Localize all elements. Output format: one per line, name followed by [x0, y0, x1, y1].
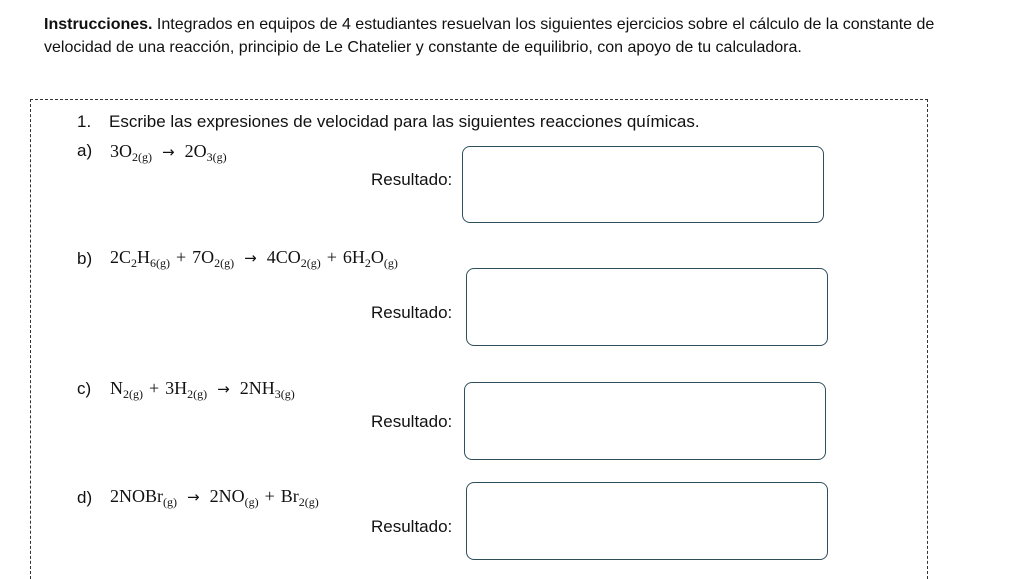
answer-box-a[interactable] — [462, 146, 824, 223]
formula-subscript: 3(g) — [274, 387, 295, 401]
formula-term: 2NO — [209, 486, 245, 506]
formula-subscript: 2(g) — [132, 150, 152, 164]
answer-box-c[interactable] — [464, 382, 826, 460]
formula-term: O — [370, 247, 384, 267]
formula-subscript: 2 — [364, 256, 371, 270]
formula-subscript: 2(g) — [214, 256, 235, 270]
formula-subscript: (g) — [163, 495, 177, 509]
item-c-label: c) — [77, 379, 92, 398]
reaction-arrow: → — [162, 143, 175, 161]
instructions-label: Instrucciones. — [44, 16, 153, 33]
formula-term: 3O — [110, 141, 132, 161]
result-label-c: Resultado: — [371, 412, 453, 431]
plus-sign: + — [149, 378, 160, 398]
result-label-d: Resultado: — [371, 517, 453, 536]
formula-subscript: 2(g) — [187, 387, 208, 401]
instructions-text: Integrados en equipos de 4 estudiantes resuelvan los siguientes ejercicios sobre el cálculo de la constante de velocidad de una reacción, principio de Le Chatelier y constante de equilibrio, con apoyo de tu calculadora. — [44, 16, 935, 56]
equation-d — [110, 486, 319, 510]
formula-term: 2O — [184, 141, 207, 161]
formula-term: 7O — [192, 247, 215, 267]
plus-sign: + — [264, 486, 275, 506]
formula-subscript: (g) — [383, 256, 398, 270]
result-label-a: Resultado: — [371, 170, 453, 189]
formula-subscript: (g) — [244, 495, 259, 509]
exercise-number: 1. — [77, 112, 92, 131]
formula-term: N — [110, 378, 123, 398]
exercise-heading — [77, 112, 700, 132]
formula-subscript: 2(g) — [300, 256, 321, 270]
item-d-label: d) — [77, 488, 93, 507]
formula-term: H — [137, 247, 151, 267]
reaction-arrow: → — [217, 380, 230, 398]
plus-sign: + — [176, 247, 187, 267]
formula-term: 6H — [342, 247, 365, 267]
formula-term: Br — [280, 486, 299, 506]
equation-b — [110, 247, 398, 271]
answer-box-d[interactable] — [466, 482, 828, 560]
formula-subscript: 3(g) — [206, 150, 227, 164]
formula-subscript: 2(g) — [123, 387, 143, 401]
item-a-label: a) — [77, 141, 93, 160]
answer-box-b[interactable] — [466, 268, 828, 346]
exercise-title: Escribe las expresiones de velocidad para las siguientes reacciones químicas. — [109, 112, 700, 131]
formula-term: 4CO — [266, 247, 301, 267]
reaction-arrow: → — [244, 249, 257, 267]
plus-sign: + — [326, 247, 337, 267]
formula-term: 3H — [165, 378, 188, 398]
equation-a — [110, 141, 227, 165]
formula-term: 2NOBr — [110, 486, 163, 506]
formula-term: 2C — [110, 247, 132, 267]
reaction-arrow: → — [187, 488, 200, 506]
equation-c — [110, 378, 295, 402]
formula-term: 2NH — [239, 378, 275, 398]
result-label-b: Resultado: — [371, 303, 453, 322]
formula-subscript: 6(g) — [150, 256, 171, 270]
instructions-paragraph — [44, 13, 974, 59]
formula-subscript: 2(g) — [298, 495, 319, 509]
item-b-label: b) — [77, 249, 93, 268]
formula-subscript: 2 — [131, 256, 138, 270]
